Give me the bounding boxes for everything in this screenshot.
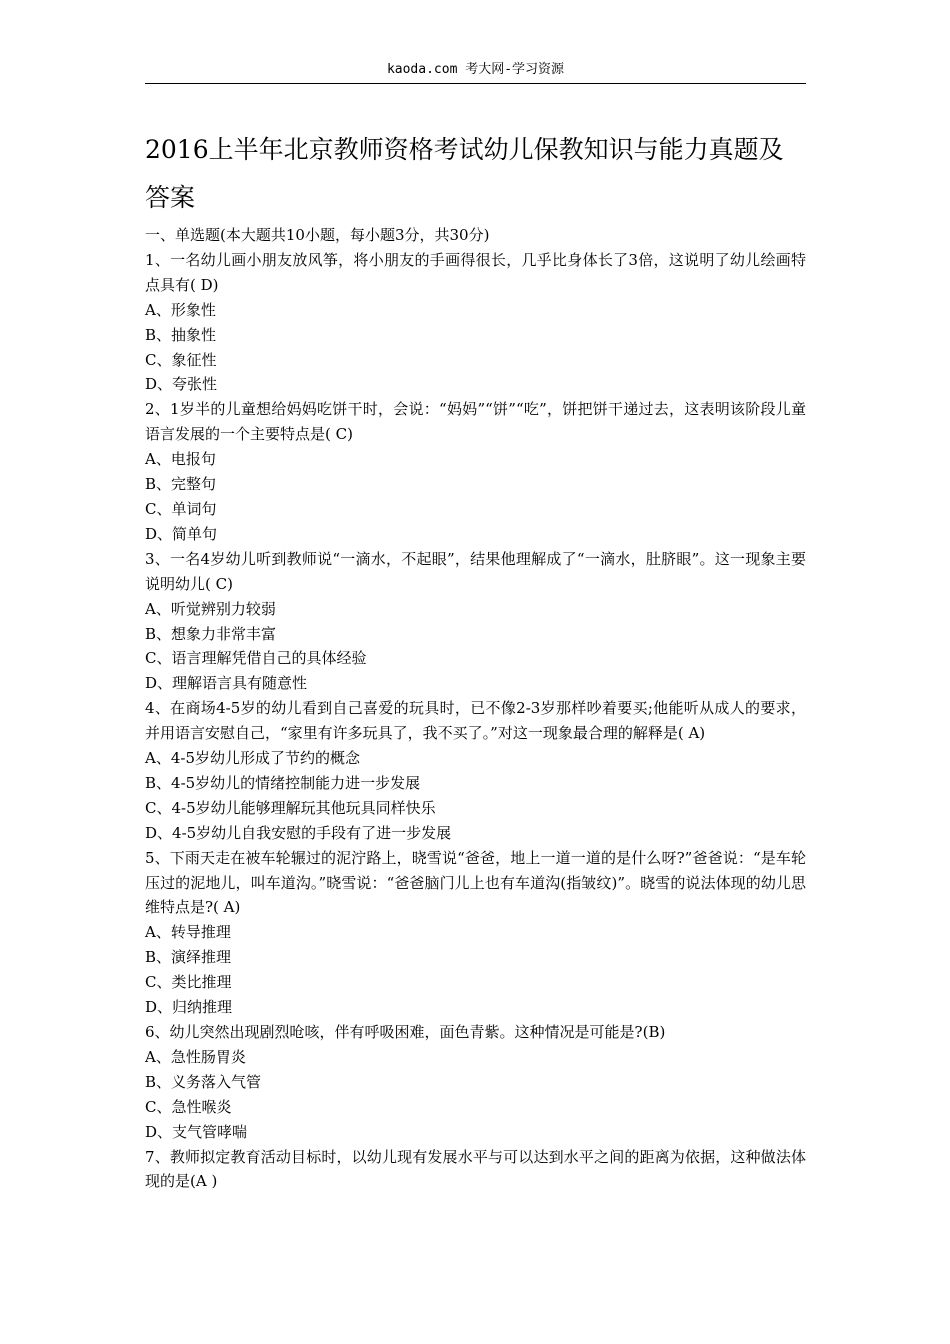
answer-option: D、夸张性 <box>145 375 218 394</box>
answer-option: B、完整句 <box>145 475 217 494</box>
answer-option: A、形象性 <box>145 300 216 319</box>
answer-option: B、抽象性 <box>145 325 217 344</box>
answer-option: A、电报句 <box>145 450 216 469</box>
question-stem: 1、一名幼儿画小朋友放风筝，将小朋友的手画得很长，几乎比身体长了3倍，这说明了幼儿绘画特点具有( D) <box>145 250 806 294</box>
question-stem: 2、1岁半的儿童想给妈妈吃饼干时，会说：“妈妈”“饼”“吃”，饼把饼干递过去，这表明该阶段儿童语言发展的一个主要特点是( C) <box>145 400 806 444</box>
answer-option: B、4-5岁幼儿的情绪控制能力进一步发展 <box>145 773 421 792</box>
answer-option: D、理解语言具有随意性 <box>145 674 308 693</box>
question-stem: 5、下雨天走在被车轮辗过的泥泞路上，晓雪说“爸爸，地上一道一道的是什么呀?”爸爸说：“是车轮压过的泥地儿，叫车道沟。”晓雪说：“爸爸脑门儿上也有车道沟(指皱纹)”。晓雪的说法体现的幼儿思维特点是?( A) <box>145 848 806 917</box>
answer-option: A、4-5岁幼儿形成了节约的概念 <box>145 749 360 768</box>
question-stem: 7、教师拟定教育活动目标时，以幼儿现有发展水平与可以达到水平之间的距离为依据，这种做法体现的是(A ) <box>145 1147 806 1191</box>
answer-option: C、类比推理 <box>145 973 232 992</box>
answer-option: C、单词句 <box>145 499 217 518</box>
answer-option: B、义务落入气管 <box>145 1072 262 1091</box>
answer-option: B、演绎推理 <box>145 948 232 967</box>
answer-option: C、急性喉炎 <box>145 1097 232 1116</box>
answer-option: B、想象力非常丰富 <box>145 624 277 643</box>
document-body <box>145 223 806 1194</box>
section-heading: 一、单选题(本大题共10小题，每小题3分，共30分) <box>145 226 490 244</box>
answer-option: A、听觉辨别力较弱 <box>145 599 276 618</box>
answer-option: C、象征性 <box>145 350 217 369</box>
answer-option: C、语言理解凭借自己的具体经验 <box>145 649 367 668</box>
answer-option: D、支气管哮喘 <box>145 1122 248 1141</box>
question-stem: 3、一名4岁幼儿听到教师说“一滴水，不起眼”，结果他理解成了“一滴水，肚脐眼”。这一现象主要说明幼儿( C) <box>145 549 806 593</box>
question-stem: 6、幼儿突然出现剧烈呛咳，伴有呼吸困难，面色青紫。这种情况是可能是?(B) <box>145 1023 666 1041</box>
page-header: kaoda.com 考大网-学习资源 <box>386 62 565 77</box>
answer-option: D、归纳推理 <box>145 998 233 1017</box>
question-stem: 4、在商场4-5岁的幼儿看到自己喜爱的玩具时，已不像2-3岁那样吵着要买;他能听从成人的要求，并用语言安慰自己，“家里有许多玩具了，我不买了。”对这一现象最合理的解释是( A) <box>145 699 806 743</box>
answer-option: D、简单句 <box>145 524 218 543</box>
answer-option: A、急性肠胃炎 <box>145 1047 246 1066</box>
header-divider <box>145 83 806 84</box>
answer-option: C、4-5岁幼儿能够理解玩其他玩具同样快乐 <box>145 798 436 817</box>
answer-option: D、4-5岁幼儿自我安慰的手段有了进一步发展 <box>145 823 452 842</box>
document-title: 2016上半年北京教师资格考试幼儿保教知识与能力真题及答案 <box>145 135 784 212</box>
answer-option: A、转导推理 <box>145 923 231 942</box>
